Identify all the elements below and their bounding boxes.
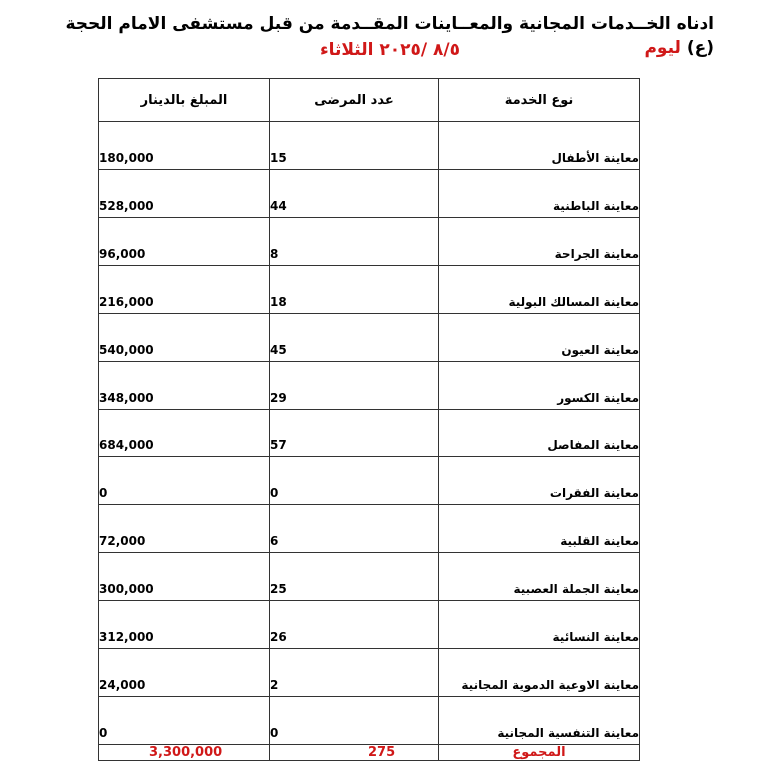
table-row	[99, 505, 640, 553]
row-patients: 6	[270, 505, 439, 553]
header-patients: عدد المرضى	[270, 79, 439, 122]
table-row	[99, 313, 640, 361]
title-day-text: ليوم	[644, 38, 681, 58]
row-service: معاينة الجراحة	[439, 217, 640, 265]
row-patients: 26	[270, 601, 439, 649]
row-service: معاينة الاوعية الدموية المجانية	[439, 649, 640, 697]
row-amount: 0	[99, 457, 270, 505]
row-patients: 8	[270, 217, 439, 265]
row-amount: 540,000	[99, 313, 270, 361]
row-service: معاينة المفاصل	[439, 409, 640, 457]
table-row	[99, 169, 640, 217]
row-amount: 684,000	[99, 409, 270, 457]
table-row	[99, 697, 640, 745]
table-row	[99, 457, 640, 505]
row-patients: 0	[270, 697, 439, 745]
row-patients: 25	[270, 553, 439, 601]
row-amount: 216,000	[99, 265, 270, 313]
row-service: معاينة الكسور	[439, 361, 640, 409]
table-row	[99, 265, 640, 313]
table-row	[99, 217, 640, 265]
row-amount: 528,000	[99, 169, 270, 217]
row-amount: 312,000	[99, 601, 270, 649]
total-row	[99, 745, 640, 761]
table-row	[99, 409, 640, 457]
table-row	[99, 649, 640, 697]
row-patients: 15	[270, 122, 439, 170]
row-amount: 0	[99, 697, 270, 745]
row-patients: 2	[270, 649, 439, 697]
row-service: معاينة الأطفال	[439, 122, 640, 170]
row-amount: 72,000	[99, 505, 270, 553]
row-patients: 0	[270, 457, 439, 505]
row-amount: 300,000	[99, 553, 270, 601]
table-row	[99, 361, 640, 409]
title-main-text: ادناه الخــدمات المجانية والمعــاينات المقــدمة من قبل مستشفى الامام الحجة (ع)	[65, 14, 714, 58]
total-label: المجموع	[439, 745, 640, 761]
header-service: نوع الخدمة	[439, 79, 640, 122]
total-patients: 275	[270, 745, 439, 761]
row-service: معاينة الفقرات	[439, 457, 640, 505]
row-patients: 45	[270, 313, 439, 361]
row-amount: 348,000	[99, 361, 270, 409]
row-patients: 57	[270, 409, 439, 457]
row-service: معاينة الباطنية	[439, 169, 640, 217]
row-amount: 96,000	[99, 217, 270, 265]
row-amount: 180,000	[99, 122, 270, 170]
row-service: معاينة العيون	[439, 313, 640, 361]
table-header-row	[99, 79, 640, 122]
row-amount: 24,000	[99, 649, 270, 697]
row-patients: 18	[270, 265, 439, 313]
row-patients: 29	[270, 361, 439, 409]
total-amount: 3,300,000	[99, 745, 270, 761]
header-amount: المبلغ بالدينار	[99, 79, 270, 122]
row-service: معاينة المسالك البولية	[439, 265, 640, 313]
table-row	[99, 122, 640, 170]
row-service: معاينة الجملة العصبية	[439, 553, 640, 601]
document-date: ٨/٥ /٢٠٢٥ الثلاثاء	[319, 40, 460, 60]
table-row	[99, 553, 640, 601]
services-table	[98, 78, 640, 761]
row-service: معاينة القلبية	[439, 505, 640, 553]
row-service: معاينة التنفسية المجانية	[439, 697, 640, 745]
row-service: معاينة النسائية	[439, 601, 640, 649]
table-row	[99, 601, 640, 649]
row-patients: 44	[270, 169, 439, 217]
